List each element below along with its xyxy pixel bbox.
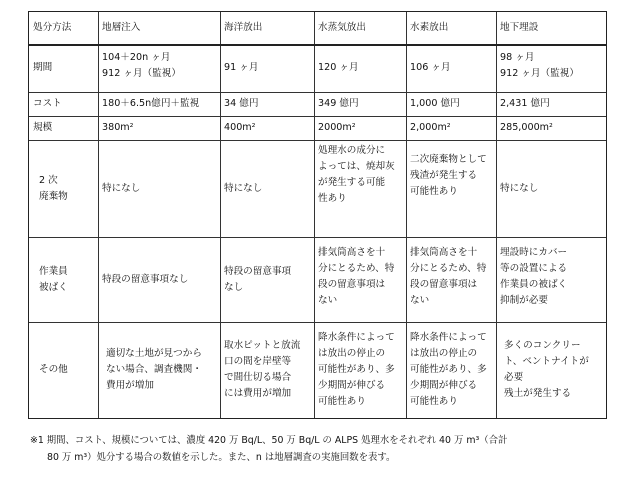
table-cell: 2000m²	[318, 122, 356, 133]
table-cell: 特段の留意事項なし	[102, 273, 189, 285]
table-cell: 2,000m²	[410, 122, 451, 133]
table-cell: 取水ピットと放流 口の間を岸壁等 で間仕切る場合 には費用が増加	[224, 340, 301, 399]
table-cell: 34 億円	[224, 98, 259, 109]
table-cell: 処理水の成分に よっては、焼却灰 が発生する可能 性あり	[318, 145, 395, 204]
table-cell: 特になし	[224, 182, 263, 194]
row-label-period: 期間	[33, 62, 53, 73]
table-cell: 特になし	[500, 182, 539, 194]
table-cell: 二次廃棄物として 残渣が発生する 可能性あり	[410, 154, 487, 197]
header-cell-hydrogen-release: 水素放出	[410, 22, 449, 33]
header-cell-underground-burial: 地下埋設	[500, 22, 539, 33]
row-label-secondary-waste: 2 次 廃棄物	[39, 174, 68, 202]
row-label-worker-exposure: 作業員 被ばく	[39, 265, 68, 293]
footnote	[30, 432, 610, 466]
table-cell: 104＋20n ヶ月 912 ヶ月（監視）	[102, 52, 181, 79]
footnote-line-1: ※1 期間、コスト、規模については、濃度 420 万 Bq/L、50 万 Bq/L の ALPS 処理水をそれぞれ 40 万 m³（合計	[30, 435, 508, 446]
table-cell: 多くのコンクリー ト、ベントナイトが 必要 残土が発生する	[504, 340, 589, 399]
table-cell: 380m²	[102, 122, 134, 133]
table-cell: 106 ヶ月	[410, 62, 451, 73]
table-cell: 98 ヶ月 912 ヶ月（監視）	[500, 52, 579, 79]
table-cell: 120 ヶ月	[318, 62, 359, 73]
table-cell: 降水条件によって は放出の停止の 可能性があり、多 少期間が伸びる 可能性あり	[410, 332, 487, 407]
table-cell: 排気筒高さを十 分にとるため、特 段の留意事項は ない	[410, 247, 487, 306]
header-cell-geological-injection: 地層注入	[102, 22, 141, 33]
table-cell: 降水条件によって は放出の停止の 可能性があり、多 少期間が伸びる 可能性あり	[318, 332, 395, 407]
table-cell: 排気筒高さを十 分にとるため、特 段の留意事項は ない	[318, 247, 395, 306]
table-cell: 285,000m²	[500, 122, 553, 133]
table-cell: 349 億円	[318, 98, 359, 109]
table-cell: 特になし	[102, 182, 141, 194]
table-cell: 特段の留意事項 なし	[224, 265, 292, 293]
footnote-line-2: 80 万 m³）処分する場合の数値を示した。また、n は地層調査の実施回数を表す。	[47, 452, 396, 463]
header-cell-vapor-release: 水蒸気放出	[318, 22, 366, 33]
row-label-scale: 規模	[33, 122, 53, 133]
comparison-table	[28, 11, 607, 419]
header-cell-method: 処分方法	[33, 22, 72, 33]
table-cell: 400m²	[224, 122, 256, 133]
table-cell: 2,431 億円	[500, 98, 550, 109]
row-label-other: その他	[39, 364, 68, 375]
row-label-cost: コスト	[33, 98, 62, 109]
header-cell-ocean-release: 海洋放出	[224, 22, 263, 33]
table-cell: 1,000 億円	[410, 98, 460, 109]
table-cell: 埋設時にカバー 等の設置による 作業員の被ばく 抑制が必要	[500, 247, 568, 306]
table-cell: 適切な土地が見つから ない場合、調査機関・ 費用が増加	[106, 348, 202, 391]
table-cell: 180＋6.5n億円＋監視	[102, 98, 200, 109]
table-cell: 91 ヶ月	[224, 62, 259, 73]
